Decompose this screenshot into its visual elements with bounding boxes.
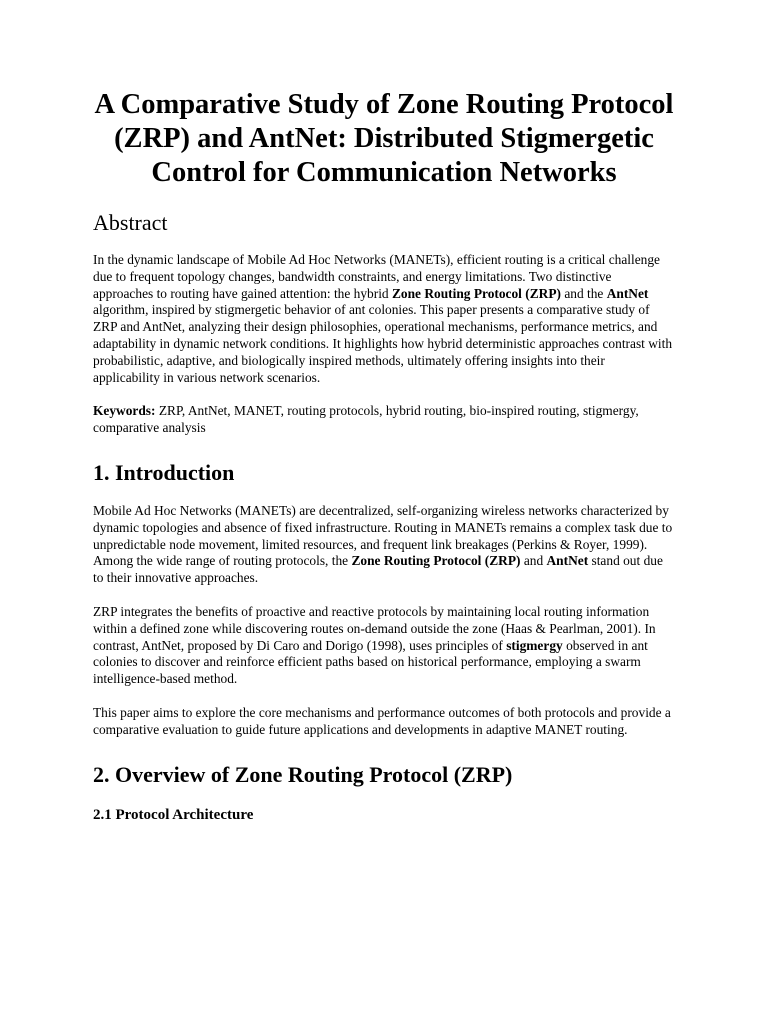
intro-p1-antnet-bold: AntNet [546, 553, 589, 569]
zrp-overview-heading: 2. Overview of Zone Routing Protocol (ZRP) [93, 761, 513, 787]
abstract-text-3: algorithm, inspired by stigmergetic behavior of ant colonies. This paper presents a comparative study of ZRP and AntNet, analyzing their design philosophies, operational mechanisms, performance metrics, and adaptability in dynamic network conditions. It highlights how hybrid deterministic approaches contrast with probabilistic, adaptive, and biologically inspired methods, ultimately offering insights into their applicability in various network scenarios. [93, 302, 673, 385]
intro-p2-stigmergy-bold: stigmergy [506, 637, 563, 653]
intro-p1-text-1: Mobile Ad Hoc Networks (MANETs) are decentralized, self-organizing wireless networks characterized by dynamic topologies and absence of fixed infrastructure. Routing in MANETs remains a complex task due to unpredictable node movement, limited resources, and frequent link breakages (Perkins & Royer, 1999). Among the wide range of routing protocols, the [93, 502, 673, 569]
intro-p1-text-3: stand out due to their innovative approaches. [93, 553, 663, 586]
abstract-text-1: In the dynamic landscape of Mobile Ad Hoc Networks (MANETs), efficient routing is a critical challenge due to frequent topology changes, bandwidth constraints, and energy limitations. Two distinctive approaches to routing have gained attention: the hybrid [93, 252, 661, 301]
protocol-architecture-subheading: 2.1 Protocol Architecture [93, 806, 254, 823]
paper-title: A Comparative Study of Zone Routing Protocol (ZRP) and AntNet: Distributed Stigmergetic Control for Communication Networks [94, 89, 674, 188]
abstract-antnet-bold: AntNet [606, 285, 649, 301]
intro-paragraph-2 [93, 604, 675, 688]
abstract-text-2: and the [560, 285, 607, 301]
abstract-zrp-bold: Zone Routing Protocol (ZRP) [391, 285, 561, 301]
intro-p2-text-2: observed in ant colonies to discover and reinforce efficient paths based on historical performance, employing a swarm intelligence-based method. [93, 637, 648, 687]
intro-heading: 1. Introduction [93, 459, 235, 485]
abstract-heading: Abstract [93, 210, 168, 235]
intro-p1-zrp-bold: Zone Routing Protocol (ZRP) [351, 553, 521, 569]
intro-p2-text-1: ZRP integrates the benefits of proactive and reactive protocols by maintaining local routing information within a defined zone while discovering routes on-demand outside the zone (Haas & Pearlman, 2001). In contrast, AntNet, proposed by Di Caro and Dorigo (1998), uses principles of [93, 603, 656, 653]
keywords-label: Keywords: [93, 403, 156, 419]
intro-p1-text-2: and [520, 553, 547, 569]
keywords-text: ZRP, AntNet, MANET, routing protocols, hybrid routing, bio-inspired routing, stigmergy, comparative analysis [93, 403, 639, 436]
abstract-paragraph [93, 252, 675, 386]
intro-paragraph-3: This paper aims to explore the core mechanisms and performance outcomes of both protocols and provide a comparative evaluation to guide future applications and developments in adaptive MANET routing. [93, 704, 671, 737]
intro-paragraph-1 [93, 503, 675, 587]
keywords-paragraph [93, 403, 675, 437]
